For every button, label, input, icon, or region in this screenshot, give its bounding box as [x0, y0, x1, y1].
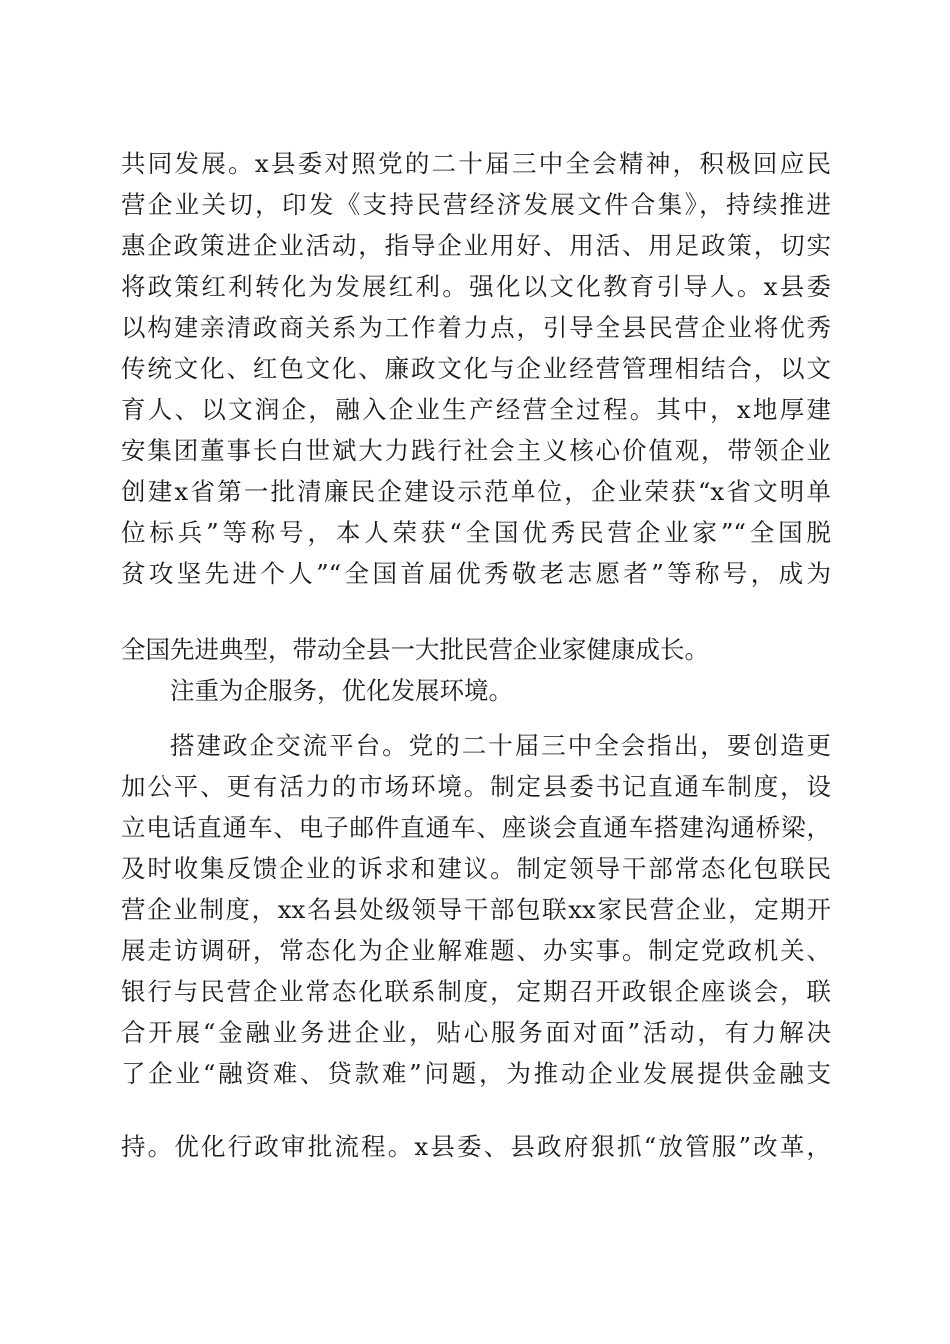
paragraph-line: 持。优化行政审批流程。x县委、县政府狠抓“放管服”改革，: [121, 1132, 831, 1161]
paragraph-line: 贫攻坚先进个人”“全国首届优秀敬老志愿者”等称号，成为: [121, 559, 831, 588]
paragraph-line: 共同发展。x县委对照党的二十届三中全会精神，积极回应民: [121, 149, 831, 178]
paragraph-line: 全国先进典型，带动全县一大批民营企业家健康成长。: [121, 635, 709, 664]
paragraph-line: 以构建亲清政商关系为工作着力点，引导全县民营企业将优秀: [121, 313, 831, 342]
section-heading: 注重为企服务，优化发展环境。: [170, 676, 513, 705]
paragraph-line: 营企业制度，xx名县处级领导干部包联xx家民营企业，定期开: [121, 895, 831, 924]
paragraph-line: 营企业关切，印发《支持民营经济发展文件合集》，持续推进: [121, 190, 831, 219]
paragraph-line: 创建x省第一批清廉民企建设示范单位，企业荣获“x省文明单: [121, 477, 831, 506]
paragraph-line: 银行与民营企业常态化联系制度，定期召开政银企座谈会，联: [121, 977, 831, 1006]
paragraph-line: 传统文化、红色文化、廉政文化与企业经营管理相结合，以文: [121, 354, 831, 383]
paragraph-line: 了企业“融资难、贷款难”问题，为推动企业发展提供金融支: [121, 1059, 831, 1088]
paragraph-line: 搭建政企交流平台。党的二十届三中全会指出，要创造更: [170, 731, 831, 760]
paragraph-line: 及时收集反馈企业的诉求和建议。制定领导干部常态化包联民: [121, 854, 831, 883]
paragraph-line: 展走访调研，常态化为企业解难题、办实事。制定党政机关、: [121, 936, 831, 965]
paragraph-line: 位标兵”等称号，本人荣获“全国优秀民营企业家”“全国脱: [121, 518, 831, 547]
paragraph-line: 育人、以文润企，融入企业生产经营全过程。其中，x地厚建: [121, 395, 831, 424]
paragraph-line: 合开展“金融业务进企业，贴心服务面对面”活动，有力解决: [121, 1018, 831, 1047]
paragraph-line: 惠企政策进企业活动，指导企业用好、用活、用足政策，切实: [121, 231, 831, 260]
paragraph-line: 安集团董事长白世斌大力践行社会主义核心价值观，带领企业: [121, 436, 831, 465]
paragraph-line: 立电话直通车、电子邮件直通车、座谈会直通车搭建沟通桥梁，: [121, 813, 831, 842]
paragraph-line: 加公平、更有活力的市场环境。制定县委书记直通车制度，设: [121, 772, 831, 801]
paragraph-line: 将政策红利转化为发展红利。强化以文化教育引导人。x县委: [121, 272, 831, 301]
